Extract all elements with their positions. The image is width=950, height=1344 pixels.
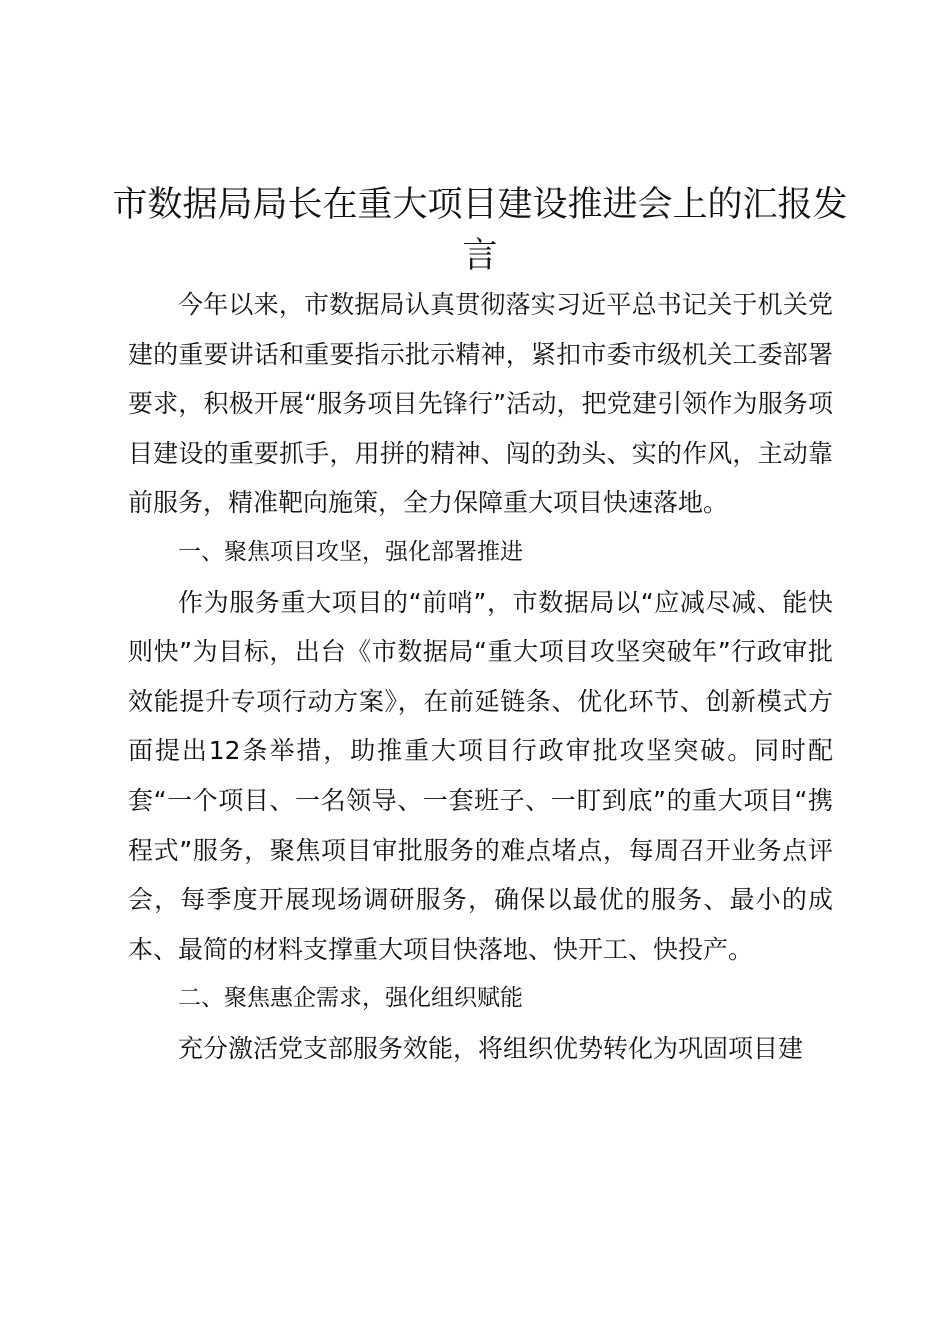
document-title: 市数据局局长在重大项目建设推进会上的汇报发言 xyxy=(112,185,848,276)
intro-paragraph: 今年以来，市数据局认真贯彻落实习近平总书记关于机关党建的重要讲话和重要指示批示精神，紧扣市委市级机关工委部署要求，积极开展“服务项目先锋行”活动，把党建引领作为服务项目建设的重要抓手，用拼的精神、闯的劲头、实的作风，主动靠前服务，精准靶向施策，全力保障重大项目快速落地。 xyxy=(128,290,833,518)
document-body xyxy=(128,280,833,1074)
section-heading-2: 二、聚焦惠企需求，强化组织赋能 xyxy=(178,985,523,1012)
section-2-paragraph: 充分激活党支部服务效能，将组织优势转化为巩固项目建 xyxy=(178,1033,804,1063)
section-heading-1: 一、聚焦项目攻坚，强化部署推进 xyxy=(178,538,523,565)
section-1-paragraph: 作为服务重大项目的“前哨”，市数据局以“应减尽减、能快则快”为目标，出台《市数据局“重大项目攻坚突破年”行政审批效能提升专项行动方案》，在前延链条、优化环节、创新模式方面提出12条举措，助推重大项目行政审批攻坚突破。同时配套“一个项目、一名领导、一套班子、一盯到底”的重大项目“携程式”服务，聚焦项目审批服务的难点堵点，每周召开业务点评会，每季度开展现场调研服务，确保以最优的服务、最小的成本、最简的材料支撑重大项目快落地、快开工、快投产。 xyxy=(128,587,833,964)
